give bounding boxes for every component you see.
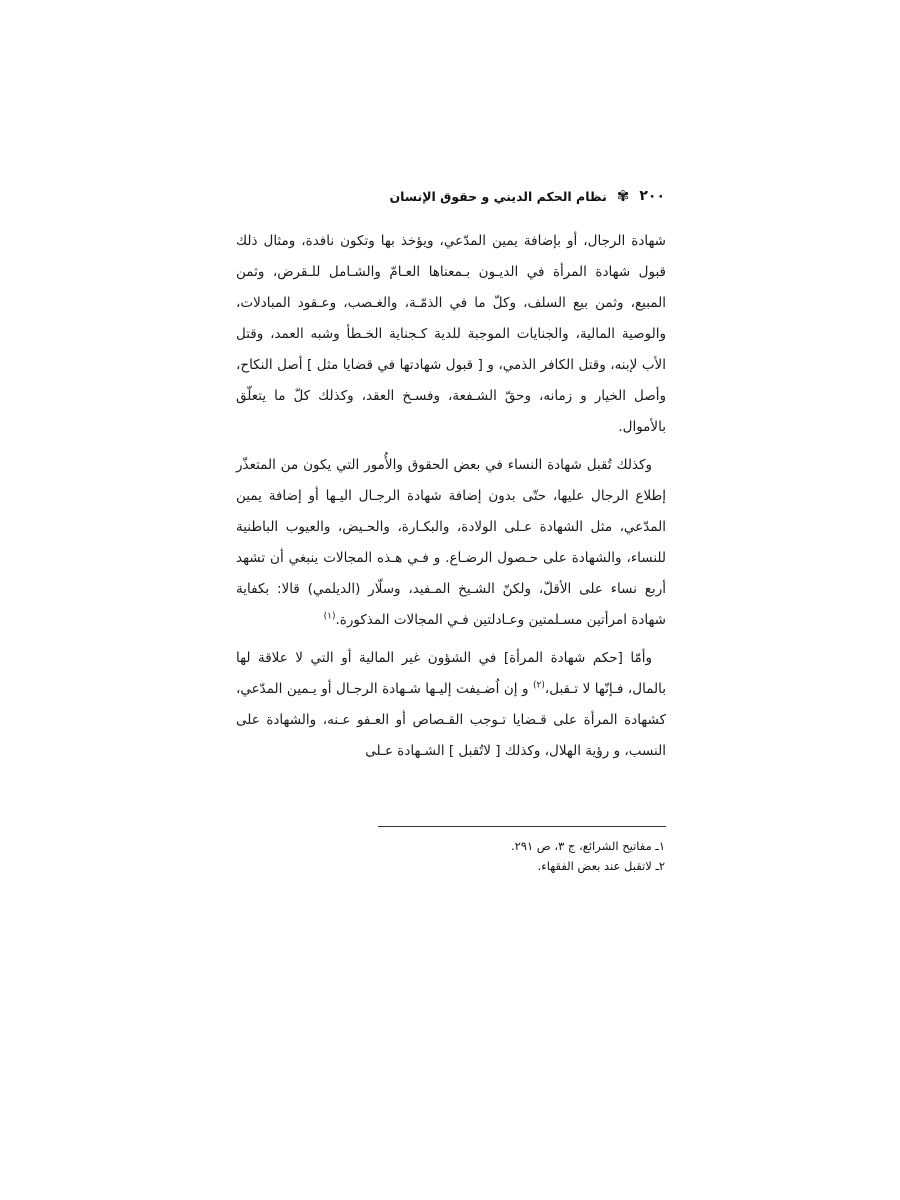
footnote-2: ٢ـ لاتقبل عند بعض الفقهاء. <box>537 859 665 873</box>
paragraph-3-text-end: و إن اُضـيفت إليـها شـهادة الرجـال أو يـمين المدّعي، كشهادة المرأة على قـضايا تـوجب القـصاص أو العـفو عـنه، والشهادة على النسب، و رؤية الهلال، وكذلك [ لاتُقبل ] الشـهادة عـلى <box>236 681 666 759</box>
paragraph-1-text: شهادة الرجال، أو بإضافة يمين المدّعي، ويؤخذ بها وتكون نافدة، ومثال ذلك قبول شهادة المرأة في الديـون بـمعناها العـامّ والشـامل للـقرض، وثمن المبيع، وثمن بيع السلف، وكلّ ما في الذمّـة، والغـصب، وعـقود المبادلات، والوصية المالية، والجنايات الموجبة للدية كـجناية الخـطأ وشبه العمد، وقتل الأب لإبنه، وقتل الكافر الذمي، و [ قبول شهادتها في قضايا مثل ] أصل النكاح، وأصل الخيار و زمانه، وحقّ الشـفعة، وفسـخ العقد، وكذلك كلّ ما يتعلّق بالأموال. <box>236 233 666 435</box>
body-text <box>236 226 666 774</box>
running-header <box>389 188 665 204</box>
flower-ornament-icon: ✾ <box>616 186 630 205</box>
footnote-1: ١ـ مفاتيح الشرائع، ج ٣، ص ٢٩١. <box>510 839 665 853</box>
footnotes <box>375 836 665 876</box>
page-number: ٢٠٠ <box>639 188 665 204</box>
paragraph-2 <box>236 450 666 636</box>
paragraph-2-text: وكذلك تُقبل شهادة النساء في بعض الحقوق والأُمور التي يكون من المتعذّر إطلاع الرجال عليها، حتّى بدون إضافة شهادة الرجـال اليـها أو إضافة يمين المدّعي، مثل الشهادة عـلى الولادة، والبكـارة، والحـيض، والعيوب الباطنية للنساء، والشهادة على حـصول الرضـاع. و فـي هـذه المجالات ينبغي أن تشهد أربع نساء على الأقلّ، ولكنّ الشـيخ المـفيد، وسلّار (الديلمي) قالا: بكفاية شهادة امرأتين مسـلمتين وعـادلتين فـي المجالات المذكورة. <box>236 457 666 628</box>
paragraph-3 <box>236 643 666 767</box>
book-title: نظام الحكم الديني و حقوق الإنسان <box>389 188 607 204</box>
footnote-divider <box>378 826 666 827</box>
paragraph-1 <box>236 226 666 443</box>
paragraph-3-text-start: وأمّا [حكم شهادة المرأة] في الشؤون غير المالية أو التي لا علاقة لها بالمال، فـإنّها لا تـقبل، <box>236 650 666 697</box>
footnote-ref-1[interactable]: (١) <box>323 611 336 622</box>
footnote-ref-2[interactable]: (٢) <box>533 680 545 691</box>
